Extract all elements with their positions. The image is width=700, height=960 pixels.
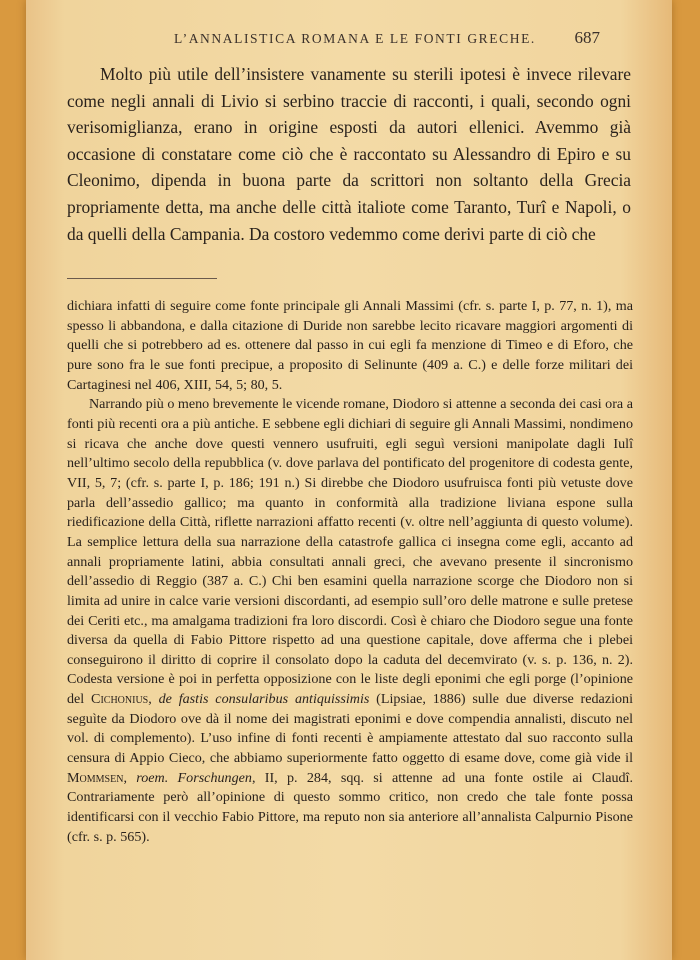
title-de-fastis: de fastis consularibus antiquissimis <box>158 691 370 708</box>
footnote-continuation: dichiara infatti di seguire come fonte principale gli Annali Massimi (cfr. s. parte I, p. 77, n. 1), ma spesso li abbandona, e dalla citazione di Duride non sarebbe lecito ricavare maggiori argomenti di quelli che si potrebbero ad es. ottenere dal passo in cui egli fa menzione di Timeo e di Eforo, che pure sono fra le sue fonti precipue, a proposito di Selinunte (409 a. C.) e delle forze militari dei Cartaginesi nel 406, XIII, 54, 5; 80, 5. <box>67 298 633 393</box>
author-cichonius: Cichonius <box>91 691 149 708</box>
footnote-paragraph <box>67 395 633 847</box>
footnotes <box>67 297 633 847</box>
author-mommsen: Mommsen <box>67 769 124 786</box>
title-roem-forschungen: roem. Forschungen <box>136 769 252 786</box>
separator: , <box>148 691 159 708</box>
body-paragraph: Molto più utile dell’insistere vanamente su sterili ipotesi è invece rilevare come negli annali di Livio si serbino traccie di racconti, i quali, secondo ogni verisomiglianza, erano in origine esposti da autori ellenici. Avemmo già occasione di constatare come ciò che è raccontato su Alessandro di Epiro e su Cleonimo, dipenda in buona parte da scrittori non soltanto della Grecia propriamente detta, ma anche delle città italiote come Taranto, Turî e Napoli, o da quelli della Campania. Da costoro vedemmo come derivi parte di ciò che <box>67 64 631 244</box>
page-header <box>26 28 672 54</box>
footnote-text: , II, p. 284, sqq. si attenne ad una fonte ostile ai Claudî. Contrariamente però all’opinione di questo sommo critico, non credo che tale fonte possa identificarsi con il vecchio Fabio Pittore, ma reputo non sia anteriore all’annalista Calpurnio Pisone (cfr. s. p. 565). <box>67 769 633 845</box>
page-number: 687 <box>574 28 600 47</box>
footnote-text: Narrando più o meno brevemente le vicende romane, Diodoro si attenne a seconda dei casi ora a fonti più recenti ora a più antiche. E sebbene egli dichiari di seguire gli Annali Massimi, nondimeno si ricava che anche dove questi vennero usufruiti, egli seguì versioni manipolate dagli Iulî nell’ultimo secolo della repubblica (v. dove parlava del pontificato del progenitore di codesta gente, VII, 5, 7; (cfr. s. parte I, p. 186; 191 n.) Si direbbe che Diodoro usufruisca fonti più vetuste dove parla dell’assedio gallico; ma quanto in conformità alla tradizione liviana espone sulla riedificazione della Città, riflette narrazioni affatto recenti (v. oltre nell’aggiunta di questo volume). La semplice lettura della sua narrazione della catastrofe gallica ci insegna come egli, accanto ad annali propriamente latini, abbia consultati annali greci, che avevano presente il sincronismo dell’assedio di Reggio (387 a. C.) Chi ben esamini quella narrazione scorge che Diodoro non si limita ad unire in calce varie versioni discordanti, ad esempio sull’oro delle matrone e sulle pretese dei Ceriti etc., ma amalgama tradizioni fra loro discordi. Così è chiaro che Diodoro segue una fonte diversa da quella di Fabio Pittore rispetto ad una questione capitale, dove afferma che i plebei conseguirono il diritto di coprire il consolato dopo la caduta del decemvirato (v. s. p. 136, n. 2). Codesta versione è poi in perfetta opposizione con le liste degli eponimi che egli porge (l’opinione del <box>67 396 633 708</box>
book-page <box>26 0 672 960</box>
running-title: L’ANNALISTICA ROMANA E LE FONTI GRECHE. <box>174 31 536 46</box>
separator: , <box>123 769 137 786</box>
footnote-separator <box>67 278 217 279</box>
footnote-text: (Lipsiae, 1886) sulle due diverse redazioni seguìte da Diodoro ove dà il nome dei magistrati eponimi e dove compendia annalisti, discuto nel vol. di complemento). L’uso infine di fonti recenti è ampiamente attestato dal suo racconto sulla censura di Appio Cieco, che abbiamo superiormente fatto oggetto di esame dove, come già vide il <box>67 691 633 767</box>
